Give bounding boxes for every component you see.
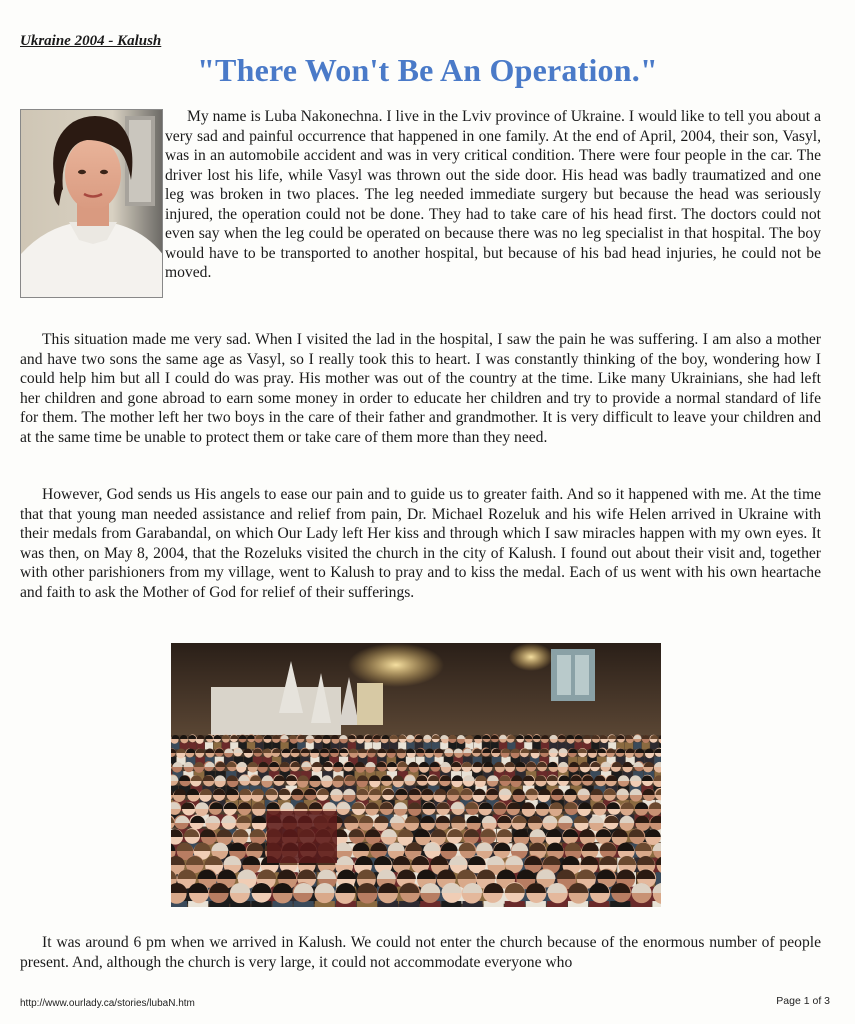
crowd-texture	[642, 742, 650, 749]
crowd-texture	[398, 742, 406, 749]
crowd-texture	[432, 742, 440, 749]
paragraph-3: However, God sends us His angels to ease our pain and to guide us to greater faith. And so it happened with me. At the time that that young man needed assistance and relief from pain, Dr. Michael Rozeluk and his wife Helen arrived in Ukraine with their medals from Garabandal, on which Our Lady left Her kiss and through which I saw miracles happen with my own eyes. It was then, on May 8, 2004, that the Rozeluks visited the church in the city of Kalush. I found out about their visit and, together with other parishioners from my village, went to Kalush to pray and to kiss the medal. Each of us went with his own heartache and faith to ask the Mother of God for relief of their sufferings.	[20, 486, 821, 601]
church-crowd-photo	[171, 643, 661, 907]
crowd-texture	[591, 742, 599, 749]
crowd-texture	[423, 742, 431, 749]
paragraph-1: My name is Luba Nakonechna. I live in the Lviv province of Ukraine. I would like to tell you about a very sad and painful occurrence that happened in one family. At the end of April, 2004, their son, Vasyl, was in an automobile accident and was in very critical condition. There were four people in the car. The driver lost his life, while Vasyl was thrown out the side door. His head was badly traumatized and one leg was broken in two places. The leg needed immediate surgery but because the head was seriously injured, the operation could not be done. They had to take care of his head first. The doctors could not even say when the leg could be operated on because there was no leg specialist in that hospital. The boy would have to be transported to another hospital, but because of his bad head injuries, he could not be moved.	[165, 108, 821, 281]
crowd-texture	[373, 742, 381, 749]
crowd-texture	[407, 742, 415, 749]
crowd-texture	[633, 742, 641, 749]
crowd-texture	[264, 742, 272, 749]
crowd-texture	[348, 742, 356, 749]
crowd-texture	[188, 742, 196, 749]
crowd-texture	[440, 742, 448, 749]
crowd-texture	[180, 742, 188, 749]
page-number: Page 1 of 3	[776, 995, 830, 1007]
crowd-texture	[381, 742, 389, 749]
crowd-texture	[499, 742, 507, 749]
section-kicker: Ukraine 2004 - Kalush	[20, 33, 162, 49]
paragraph-2: This situation made me very sad. When I visited the lad in the hospital, I saw the pain he was suffering. I am also a mother and have two sons the same age as Vasyl, so I really took this to heart. I was constantly thinking of the boy, wondering how I could help him but all I could do was pray. His mother was out of the country at the time. Like many Ukrainians, she had left her children and gone abroad to earn some money in order to educate her children and try to provide a normal standard of life for them. The mother left her two boys in the care of their father and grandmother. It is very difficult to leave your children and at the same time be unable to protect them or take care of them more than they need.	[20, 331, 821, 446]
crowd-texture	[507, 742, 515, 749]
crowd-texture	[247, 742, 255, 749]
crowd-texture	[390, 742, 398, 749]
footer-url: http://www.ourlady.ca/stories/lubaN.htm	[20, 998, 195, 1009]
crowd-texture	[533, 742, 541, 749]
paragraph-4: It was around 6 pm when we arrived in Kalush. We could not enter the church because of the enormous number of people present. And, although the church is very large, it could not accommodate everyone who	[20, 934, 821, 971]
crowd-texture	[314, 742, 322, 749]
crowd-texture	[625, 742, 633, 749]
crowd-texture	[281, 742, 289, 749]
crowd-texture	[365, 742, 373, 749]
portrait-photo	[20, 109, 163, 298]
crowd-texture	[205, 742, 213, 749]
crowd-texture	[516, 742, 524, 749]
article-title: "There Won't Be An Operation."	[197, 52, 658, 88]
